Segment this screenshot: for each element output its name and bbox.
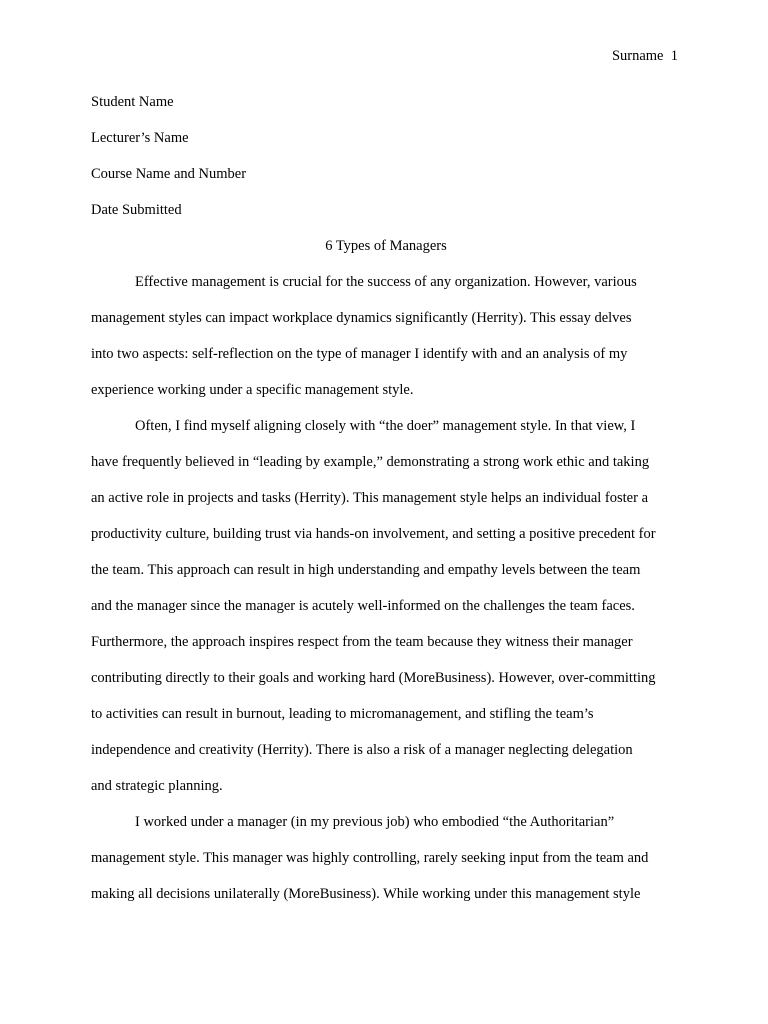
document-body <box>91 92 681 920</box>
running-head: Surname 1 <box>611 48 678 64</box>
text-line: and strategic planning. <box>91 778 223 794</box>
essay-title: 6 Types of Managers <box>325 238 447 254</box>
text-line: contributing directly to their goals and working hard (MoreBusiness). However, over-committing <box>91 670 656 686</box>
date-submitted: Date Submitted <box>91 202 182 218</box>
course-name: Course Name and Number <box>91 166 247 182</box>
text-line: productivity culture, building trust via hands-on involvement, and setting a positive precedent for <box>91 526 656 542</box>
text-line: making all decisions unilaterally (MoreBusiness). While working under this management style <box>91 886 641 902</box>
paragraph-3 <box>91 812 681 920</box>
text-line: an active role in projects and tasks (Herrity). This management style helps an individual foster a <box>91 490 649 506</box>
text-line: Furthermore, the approach inspires respect from the team because they witness their manager <box>91 634 633 650</box>
text-line: management styles can impact workplace dynamics significantly (Herrity). This essay delves <box>91 310 632 326</box>
lecturer-name: Lecturer’s Name <box>91 130 189 146</box>
text-line: Effective management is crucial for the success of any organization. However, various <box>135 274 637 290</box>
text-line: and the manager since the manager is acutely well-informed on the challenges the team faces. <box>91 598 635 614</box>
text-line: management style. This manager was highly controlling, rarely seeking input from the team and <box>91 850 649 866</box>
text-line: into two aspects: self-reflection on the type of manager I identify with and an analysis of my <box>91 346 628 362</box>
student-name: Student Name <box>91 94 174 110</box>
text-line: have frequently believed in “leading by example,” demonstrating a strong work ethic and taking <box>91 454 650 470</box>
paragraph-2 <box>91 416 681 812</box>
paragraph-1 <box>91 272 681 416</box>
text-line: I worked under a manager (in my previous job) who embodied “the Authoritarian” <box>135 814 615 830</box>
text-line: the team. This approach can result in high understanding and empathy levels between the team <box>91 562 641 578</box>
text-line: to activities can result in burnout, leading to micromanagement, and stifling the team’s <box>91 706 594 722</box>
text-line: experience working under a specific management style. <box>91 382 414 398</box>
text-line: Often, I find myself aligning closely with “the doer” management style. In that view, I <box>135 418 636 434</box>
text-line: independence and creativity (Herrity). There is also a risk of a manager neglecting delegation <box>91 742 633 758</box>
